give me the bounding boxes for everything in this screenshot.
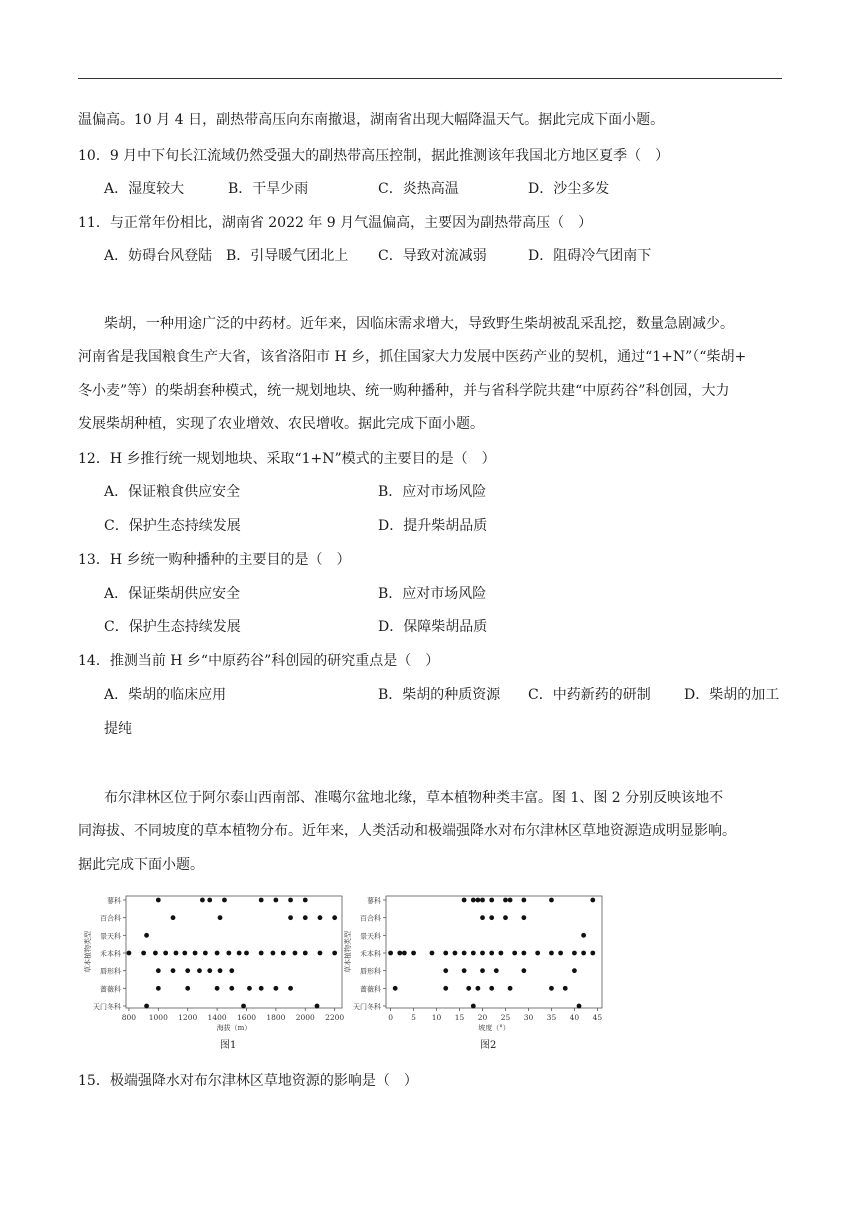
data-point <box>480 915 485 920</box>
data-point <box>581 951 586 956</box>
plot-frame <box>386 896 602 1008</box>
data-point <box>443 986 448 991</box>
passage-3-line-1: 布尔津林区位于阿尔泰山西南部、准噶尔盆地北缘，草本植物种类丰富。图 1、图 2 分别反映该地不 <box>104 790 724 806</box>
q11-option-b[interactable]: B．引导暖气团北上 <box>226 248 349 264</box>
data-point <box>462 898 467 903</box>
data-point <box>244 951 249 956</box>
q14-option-a[interactable]: A．柴胡的临床应用 <box>104 687 227 703</box>
data-point <box>273 898 278 903</box>
q10-option-c[interactable]: C．炎热高温 <box>378 181 459 197</box>
data-point <box>288 898 293 903</box>
data-point <box>174 951 179 956</box>
x-tick-label: 20 <box>477 1013 488 1022</box>
data-point <box>535 951 540 956</box>
data-point <box>288 986 293 991</box>
data-point <box>163 951 168 956</box>
y-tick-label: 景天科 <box>360 932 381 941</box>
passage-2-line-3: 冬小麦”等）的柴胡套种模式，统一规划地块、统一购种播种，并与省科学院共建“中原药谷”科创园，大力 <box>78 383 730 399</box>
data-point <box>411 951 416 956</box>
data-point <box>185 986 190 991</box>
data-point <box>512 951 517 956</box>
data-point <box>271 951 276 956</box>
q10-option-a[interactable]: A．湿度较大 <box>104 181 185 197</box>
data-point <box>303 915 308 920</box>
y-tick-label: 蔷薇科 <box>100 985 121 994</box>
data-point <box>141 951 146 956</box>
data-point <box>222 898 227 903</box>
q11-option-d[interactable]: D．阻碍冷气团南下 <box>528 248 652 264</box>
q13-option-b[interactable]: B．应对市场风险 <box>378 586 487 602</box>
x-tick-label: 1800 <box>266 1013 286 1022</box>
figure-1-scatter-plot <box>80 890 350 1030</box>
q13-option-a[interactable]: A．保证柴胡供应安全 <box>104 586 241 602</box>
data-point <box>218 915 223 920</box>
data-point <box>480 968 485 973</box>
data-point <box>318 951 323 956</box>
data-point <box>229 986 234 991</box>
data-point <box>489 986 494 991</box>
y-tick-label: 禾本科 <box>100 950 121 958</box>
data-point <box>572 951 577 956</box>
x-tick-label: 1200 <box>178 1013 198 1022</box>
data-point <box>430 951 435 956</box>
y-tick-label: 蔷薇科 <box>360 985 381 994</box>
x-axis-label: 海拔（m） <box>216 1024 252 1032</box>
q10-option-d[interactable]: D．沙尘多发 <box>528 181 610 197</box>
intro-paragraph-tail: 温偏高。10 月 4 日，副热带高压向东南撤退，湖南省出现大幅降温天气。据此完成下面小题。 <box>78 112 665 128</box>
data-point <box>332 951 337 956</box>
data-point <box>273 986 278 991</box>
data-point <box>156 898 161 903</box>
data-point <box>443 968 448 973</box>
data-point <box>572 968 577 973</box>
passage-3-line-3: 据此完成下面小题。 <box>78 857 204 873</box>
x-axis-label: 坡度（°） <box>478 1024 510 1032</box>
x-tick-label: 35 <box>546 1013 557 1022</box>
x-tick-label: 30 <box>523 1013 534 1022</box>
data-point <box>521 915 526 920</box>
data-point <box>549 898 554 903</box>
y-tick-label: 百合科 <box>360 914 381 923</box>
data-point <box>229 968 234 973</box>
data-point <box>185 968 190 973</box>
q10-option-b[interactable]: B．干旱少雨 <box>228 181 309 197</box>
x-tick-label: 5 <box>411 1013 416 1022</box>
data-point <box>494 968 499 973</box>
data-point <box>215 986 220 991</box>
data-point <box>577 1004 582 1009</box>
data-point <box>318 915 323 920</box>
data-point <box>153 951 158 956</box>
data-point <box>489 951 494 956</box>
data-point <box>549 986 554 991</box>
q11-option-c[interactable]: C．导致对流减弱 <box>378 248 487 264</box>
x-tick-label: 40 <box>569 1013 580 1022</box>
q13-option-c[interactable]: C．保护生态持续发展 <box>104 619 241 635</box>
data-point <box>476 986 481 991</box>
data-point <box>303 898 308 903</box>
q14-option-d[interactable]: D．柴胡的加工 <box>684 687 780 703</box>
data-point <box>182 951 187 956</box>
x-tick-label: 1600 <box>236 1013 257 1022</box>
y-tick-label: 禾本科 <box>360 950 381 958</box>
data-point <box>590 898 595 903</box>
x-tick-label: 15 <box>454 1013 465 1022</box>
question-10-stem: 10．9 月中下旬长江流域仍然受强大的副热带高压控制，据此推测该年我国北方地区夏季（ ） <box>78 148 670 164</box>
data-point <box>393 986 398 991</box>
x-tick-label: 45 <box>592 1013 603 1022</box>
x-tick-label: 10 <box>431 1013 442 1022</box>
data-point <box>508 898 513 903</box>
data-point <box>462 951 467 956</box>
x-tick-label: 2200 <box>325 1013 345 1022</box>
y-tick-label: 唇形科 <box>360 967 381 976</box>
data-point <box>332 915 337 920</box>
question-15-stem: 15．极端强降水对布尔津林区草地资源的影响是（ ） <box>78 1073 418 1089</box>
data-point <box>215 951 220 956</box>
data-point <box>200 898 205 903</box>
data-point <box>388 951 393 956</box>
data-point <box>471 951 476 956</box>
data-point <box>489 898 494 903</box>
data-point <box>489 915 494 920</box>
data-point <box>218 968 223 973</box>
data-point <box>563 986 568 991</box>
data-point <box>471 898 476 903</box>
data-point <box>207 968 212 973</box>
data-point <box>171 968 176 973</box>
y-tick-label: 百合科 <box>100 914 121 923</box>
data-point <box>259 951 264 956</box>
data-point <box>476 898 481 903</box>
q12-option-c[interactable]: C．保护生态持续发展 <box>104 518 241 534</box>
data-point <box>193 951 198 956</box>
y-tick-label: 天门冬科 <box>93 1003 121 1011</box>
passage-2-line-4: 发展柴胡种植，实现了农业增效、农民增收。据此完成下面小题。 <box>78 416 484 432</box>
y-tick-label: 天门冬科 <box>353 1003 381 1011</box>
data-point <box>144 1004 149 1009</box>
data-point <box>480 951 485 956</box>
data-point <box>402 951 407 956</box>
data-point <box>462 968 467 973</box>
question-14-stem: 14．推测当前 H 乡“中原药谷”科创园的研究重点是（ ） <box>78 653 440 669</box>
q12-option-a[interactable]: A．保证粮食供应安全 <box>104 484 241 500</box>
x-tick-label: 25 <box>500 1013 511 1022</box>
x-tick-label: 1000 <box>148 1013 168 1022</box>
figure-1 <box>80 890 350 1051</box>
q14-option-d-continuation: 提纯 <box>104 721 132 737</box>
y-axis-label: 草本植物类型 <box>344 931 352 973</box>
q12-option-d[interactable]: D．提升柴胡品质 <box>378 518 488 534</box>
data-point <box>226 951 231 956</box>
data-point <box>288 915 293 920</box>
passage-2-line-1: 柴胡，一种用途广泛的中药材。近年来，因临床需求增大，导致野生柴胡被乱采乱挖，数量急剧减少。 <box>104 316 734 332</box>
data-point <box>503 898 508 903</box>
data-point <box>590 951 595 956</box>
x-tick-label: 800 <box>121 1013 137 1022</box>
data-point <box>293 951 298 956</box>
data-point <box>558 951 563 956</box>
figure-2 <box>340 890 610 1051</box>
data-point <box>521 898 526 903</box>
data-point <box>197 968 202 973</box>
data-point <box>127 951 132 956</box>
data-point <box>521 968 526 973</box>
data-point <box>303 951 308 956</box>
q14-option-b[interactable]: B．柴胡的种质资源 <box>378 687 501 703</box>
data-point <box>508 986 513 991</box>
figure-2-caption: 图2 <box>480 1040 497 1051</box>
question-12-stem: 12．H 乡推行统一规划地块、采取“1+N”模式的主要目的是（ ） <box>78 451 496 467</box>
header-rule <box>78 78 782 79</box>
y-axis-label: 草本植物类型 <box>84 931 92 973</box>
data-point <box>443 951 448 956</box>
x-tick-label: 0 <box>388 1013 393 1022</box>
data-point <box>281 951 286 956</box>
data-point <box>237 951 242 956</box>
question-13-stem: 13．H 乡统一购种播种的主要目的是（ ） <box>78 552 351 568</box>
x-tick-label: 2000 <box>295 1013 315 1022</box>
data-point <box>480 898 485 903</box>
q12-option-b[interactable]: B．应对市场风险 <box>378 484 487 500</box>
passage-2-line-2: 河南省是我国粮食生产大省，该省洛阳市 H 乡，抓住国家大力发展中医药产业的契机，通过“1+N”（“柴胡+ <box>78 349 747 365</box>
data-point <box>144 933 149 938</box>
figure-1-caption: 图1 <box>220 1040 237 1051</box>
data-point <box>453 951 458 956</box>
data-point <box>466 986 471 991</box>
question-11-stem: 11．与正常年份相比，湖南省 2022 年 9 月气温偏高，主要因为副热带高压（ ） <box>78 215 593 231</box>
q11-option-a[interactable]: A．妨碍台风登陆 <box>104 248 213 264</box>
data-point <box>156 968 161 973</box>
plot-frame <box>126 896 342 1008</box>
data-point <box>259 986 264 991</box>
y-tick-label: 景天科 <box>100 932 121 941</box>
data-point <box>521 951 526 956</box>
data-point <box>503 915 508 920</box>
x-tick-label: 1400 <box>207 1013 227 1022</box>
data-point <box>498 951 503 956</box>
y-tick-label: 蓼科 <box>107 897 121 905</box>
data-point <box>156 986 161 991</box>
data-point <box>207 898 212 903</box>
q13-option-d[interactable]: D．保障柴胡品质 <box>378 619 488 635</box>
data-point <box>247 986 252 991</box>
data-point <box>315 1004 320 1009</box>
q14-option-c[interactable]: C．中药新药的研制 <box>528 687 651 703</box>
data-point <box>549 951 554 956</box>
figure-2-scatter-plot <box>340 890 610 1030</box>
data-point <box>171 915 176 920</box>
data-point <box>241 1004 246 1009</box>
y-tick-label: 唇形科 <box>100 967 121 976</box>
passage-3-line-2: 同海拔、不同坡度的草本植物分布。近年来，人类活动和极端强降水对布尔津林区草地资源造成明显影响。 <box>78 823 736 839</box>
data-point <box>471 1004 476 1009</box>
y-tick-label: 蓼科 <box>367 897 381 905</box>
data-point <box>259 898 264 903</box>
data-point <box>203 951 208 956</box>
data-point <box>397 951 402 956</box>
data-point <box>581 933 586 938</box>
